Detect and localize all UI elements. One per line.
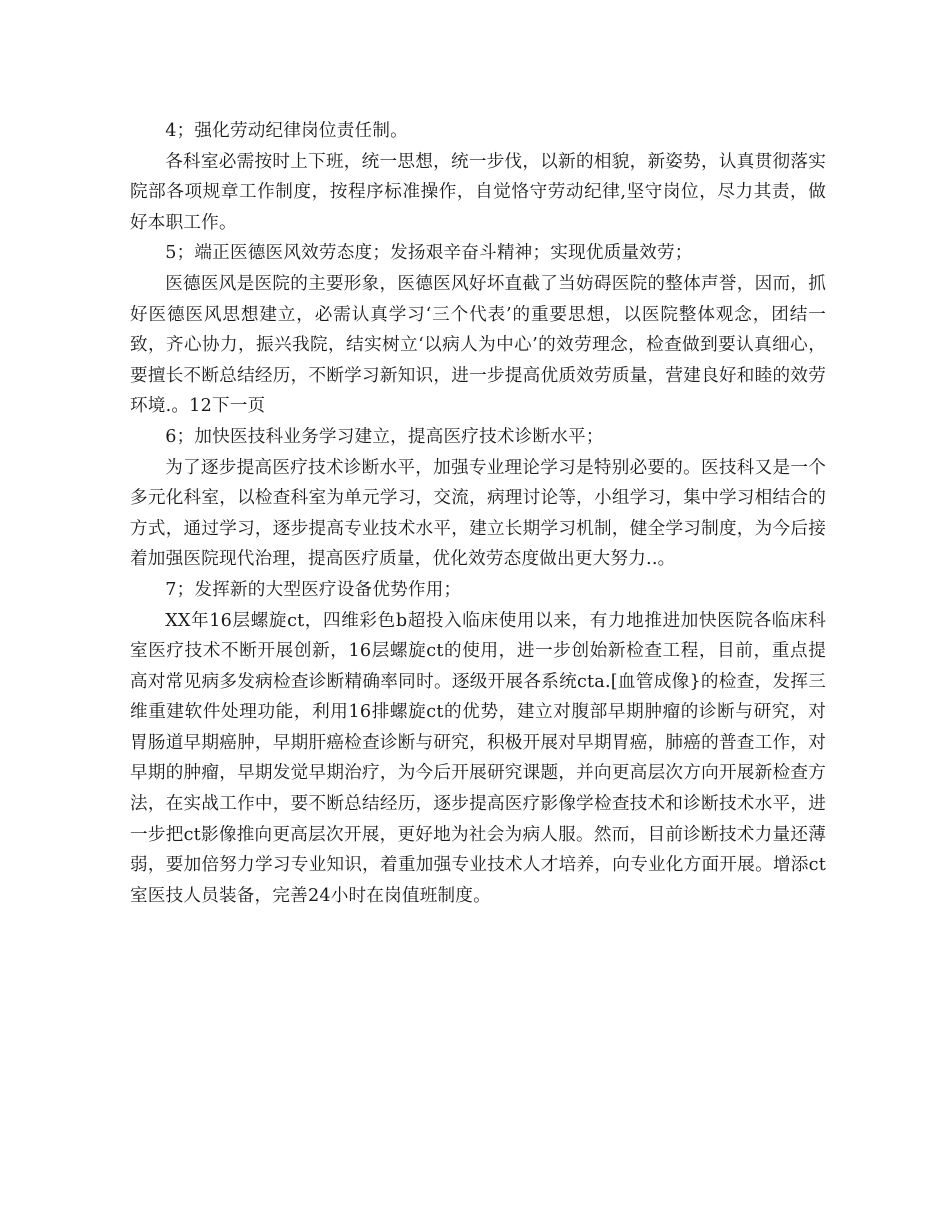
paragraph-item-7-body: XX年16层螺旋ct，四维彩色b超投入临床使用以来，有力地推进加快医院各临床科室医疗技术不断开展创新，16层螺旋ct的使用，进一步创始新检查工程，目前，重点提高对常见病多发病检查诊断精确率同时。逐级开展各系统cta.[血管成像}的检查，发挥三维重建软件处理功能，利用16排螺旋ct的优势，建立对腹部早期肿瘤的诊断与研究，对胃肠道早期癌肿，早期肝癌检查诊断与研究，积极开展对早期胃癌，肺癌的普查工作，对早期的肿瘤，早期发觉早期治疗，为今后开展研究课题，并向更高层次方向开展新检查方法，在实战工作中，要不断总结经历，逐步提高医疗影像学检查技术和诊断技术水平，进一步把ct影像推向更高层次开展，更好地为社会为病人服。然而，目前诊断技术力量还薄弱，要加倍努力学习专业知识，着重加强专业技术人才培养，向专业化方面开展。增添ct室医技人员装备，完善24小时在岗值班制度。 [130,610,826,906]
paragraph-item-6-body: 为了逐步提高医疗技术诊断水平，加强专业理论学习是特别必要的。医技科又是一个多元化科室，以检查科室为单元学习，交流，病理讨论等，小组学习，集中学习相结合的方式，通过学习，逐步提高专业技术水平，建立长期学习机制，健全学习制度，为今后接着加强医院现代治理，提高医疗质量，优化效劳态度做出更大努力..。 [130,457,826,570]
heading-item-5: 5；端正医德医风效劳态度；发扬艰辛奋斗精神；实现优质量效劳； [165,243,693,264]
document-body [130,116,826,911]
heading-item-6: 6；加快医技科业务学习建立，提高医疗技术诊断水平； [165,426,604,447]
heading-item-4: 4；强化劳动纪律岗位责任制。 [165,121,408,141]
heading-item-7: 7；发挥新的大型医疗设备优势作用； [165,579,462,600]
paragraph-item-4-body: 各科室必需按时上下班，统一思想，统一步伐，以新的相貌，新姿势，认真贯彻落实院部各项规章工作制度，按程序标准操作，自觉恪守劳动纪律,坚守岗位，尽力其责，做好本职工作。 [130,151,826,233]
paragraph-item-5-body: 医德医风是医院的主要形象，医德医风好坏直截了当妨碍医院的整体声誉，因而，抓好医德医风思想建立，必需认真学习‘三个代表’的重要思想，以医院整体观念，团结一致，齐心协力，振兴我院，结实树立‘以病人为中心’的效劳理念，检查做到要认真细心，要擅长不断总结经历，不断学习新知识，进一步提高优质效劳质量，营建良好和睦的效劳环境.。12下一页 [130,273,826,417]
